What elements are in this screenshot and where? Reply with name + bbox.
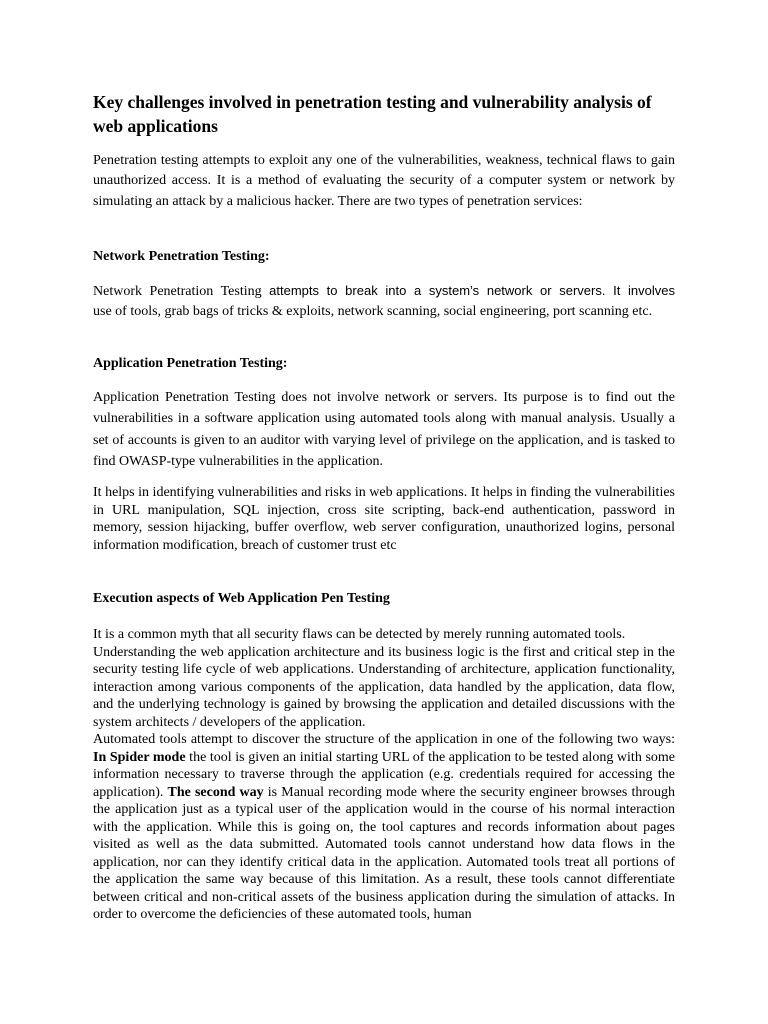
execution-heading: Execution aspects of Web Application Pen Testing (93, 591, 390, 606)
helps-paragraph: It helps in identifying vulnerabilities and risks in web applications. It helps in finding the vulnerabilities in URL manipulation, SQL injection, cross site scripting, back-end authentication, password in memory, session hijacking, buffer overflow, web server configuration, unauthorized logins, personal information modification, breach of customer trust etc (93, 485, 675, 553)
automated-tools-paragraph (93, 731, 675, 924)
page-title: Key challenges involved in penetration testing and vulnerability analysis of web applications (93, 92, 652, 136)
myth-paragraph: It is a common myth that all security flaws can be detected by merely running automated tools. (93, 627, 626, 642)
network-paragraph (93, 281, 675, 323)
execution-body (93, 626, 675, 924)
auto-text-b: the tool is given an initial starting URL of the application to be tested along with some information necessary to traverse through the application (e.g. credentials required for accessing the application). (93, 749, 675, 800)
network-text-serif: Network Penetration Testing (93, 284, 270, 299)
intro-paragraph: Penetration testing attempts to exploit any one of the vulnerabilities, weakness, technical flaws to gain unauthorized access. It is a method of evaluating the security of a computer system or network by simulating an attack by a malicious hacker. There are two types of penetration services: (93, 153, 675, 209)
network-text-rest: use of tools, grab bags of tricks & exploits, network scanning, social engineering, port scanning etc. (93, 304, 653, 320)
understanding-paragraph: Understanding the web application architecture and its business logic is the first and critical step in the security testing life cycle of web applications. Understanding of architecture, application functionality, interaction among various components of the application, data handled by the application, data flow, and the underlying technology is gained by browsing the application and detailed discussions with the system architects / developers of the application. (93, 644, 675, 730)
spider-mode-label: In Spider mode (93, 749, 186, 765)
network-text-sans: attempts to break into a system’s network or servers. It involves (269, 283, 675, 298)
auto-text-a: Automated tools attempt to discover the structure of the application in one of the following two ways: (93, 732, 675, 747)
second-way-label: The second way (167, 784, 264, 800)
application-paragraph: Application Penetration Testing does not involve network or servers. Its purpose is to find out the vulnerabilities in a software application using automated tools along with manual analysis. Usually a set of accounts is given to an auditor with varying level of privilege on the application, and is tasked to find OWASP-type vulnerabilities in the application. (93, 390, 675, 469)
application-heading: Application Penetration Testing: (93, 356, 288, 371)
network-first-line (93, 281, 675, 302)
auto-text-c: is Manual recording mode where the security engineer browses through the application just as a typical user of the application would in the course of his normal interaction with the application. While this is going on, the tool captures and records information about pages visited as well as the data submitted. Automated tools cannot understand how data flows in the application, nor can they identify critical data in the application. Automated tools treat all portions of the application the same way because of this limitation. As a result, these tools cannot differentiate between critical and non-critical assets of the business application during the simulation of attacks. In order to overcome the deficiencies of these automated tools, human (93, 784, 675, 922)
network-heading: Network Penetration Testing: (93, 249, 270, 264)
